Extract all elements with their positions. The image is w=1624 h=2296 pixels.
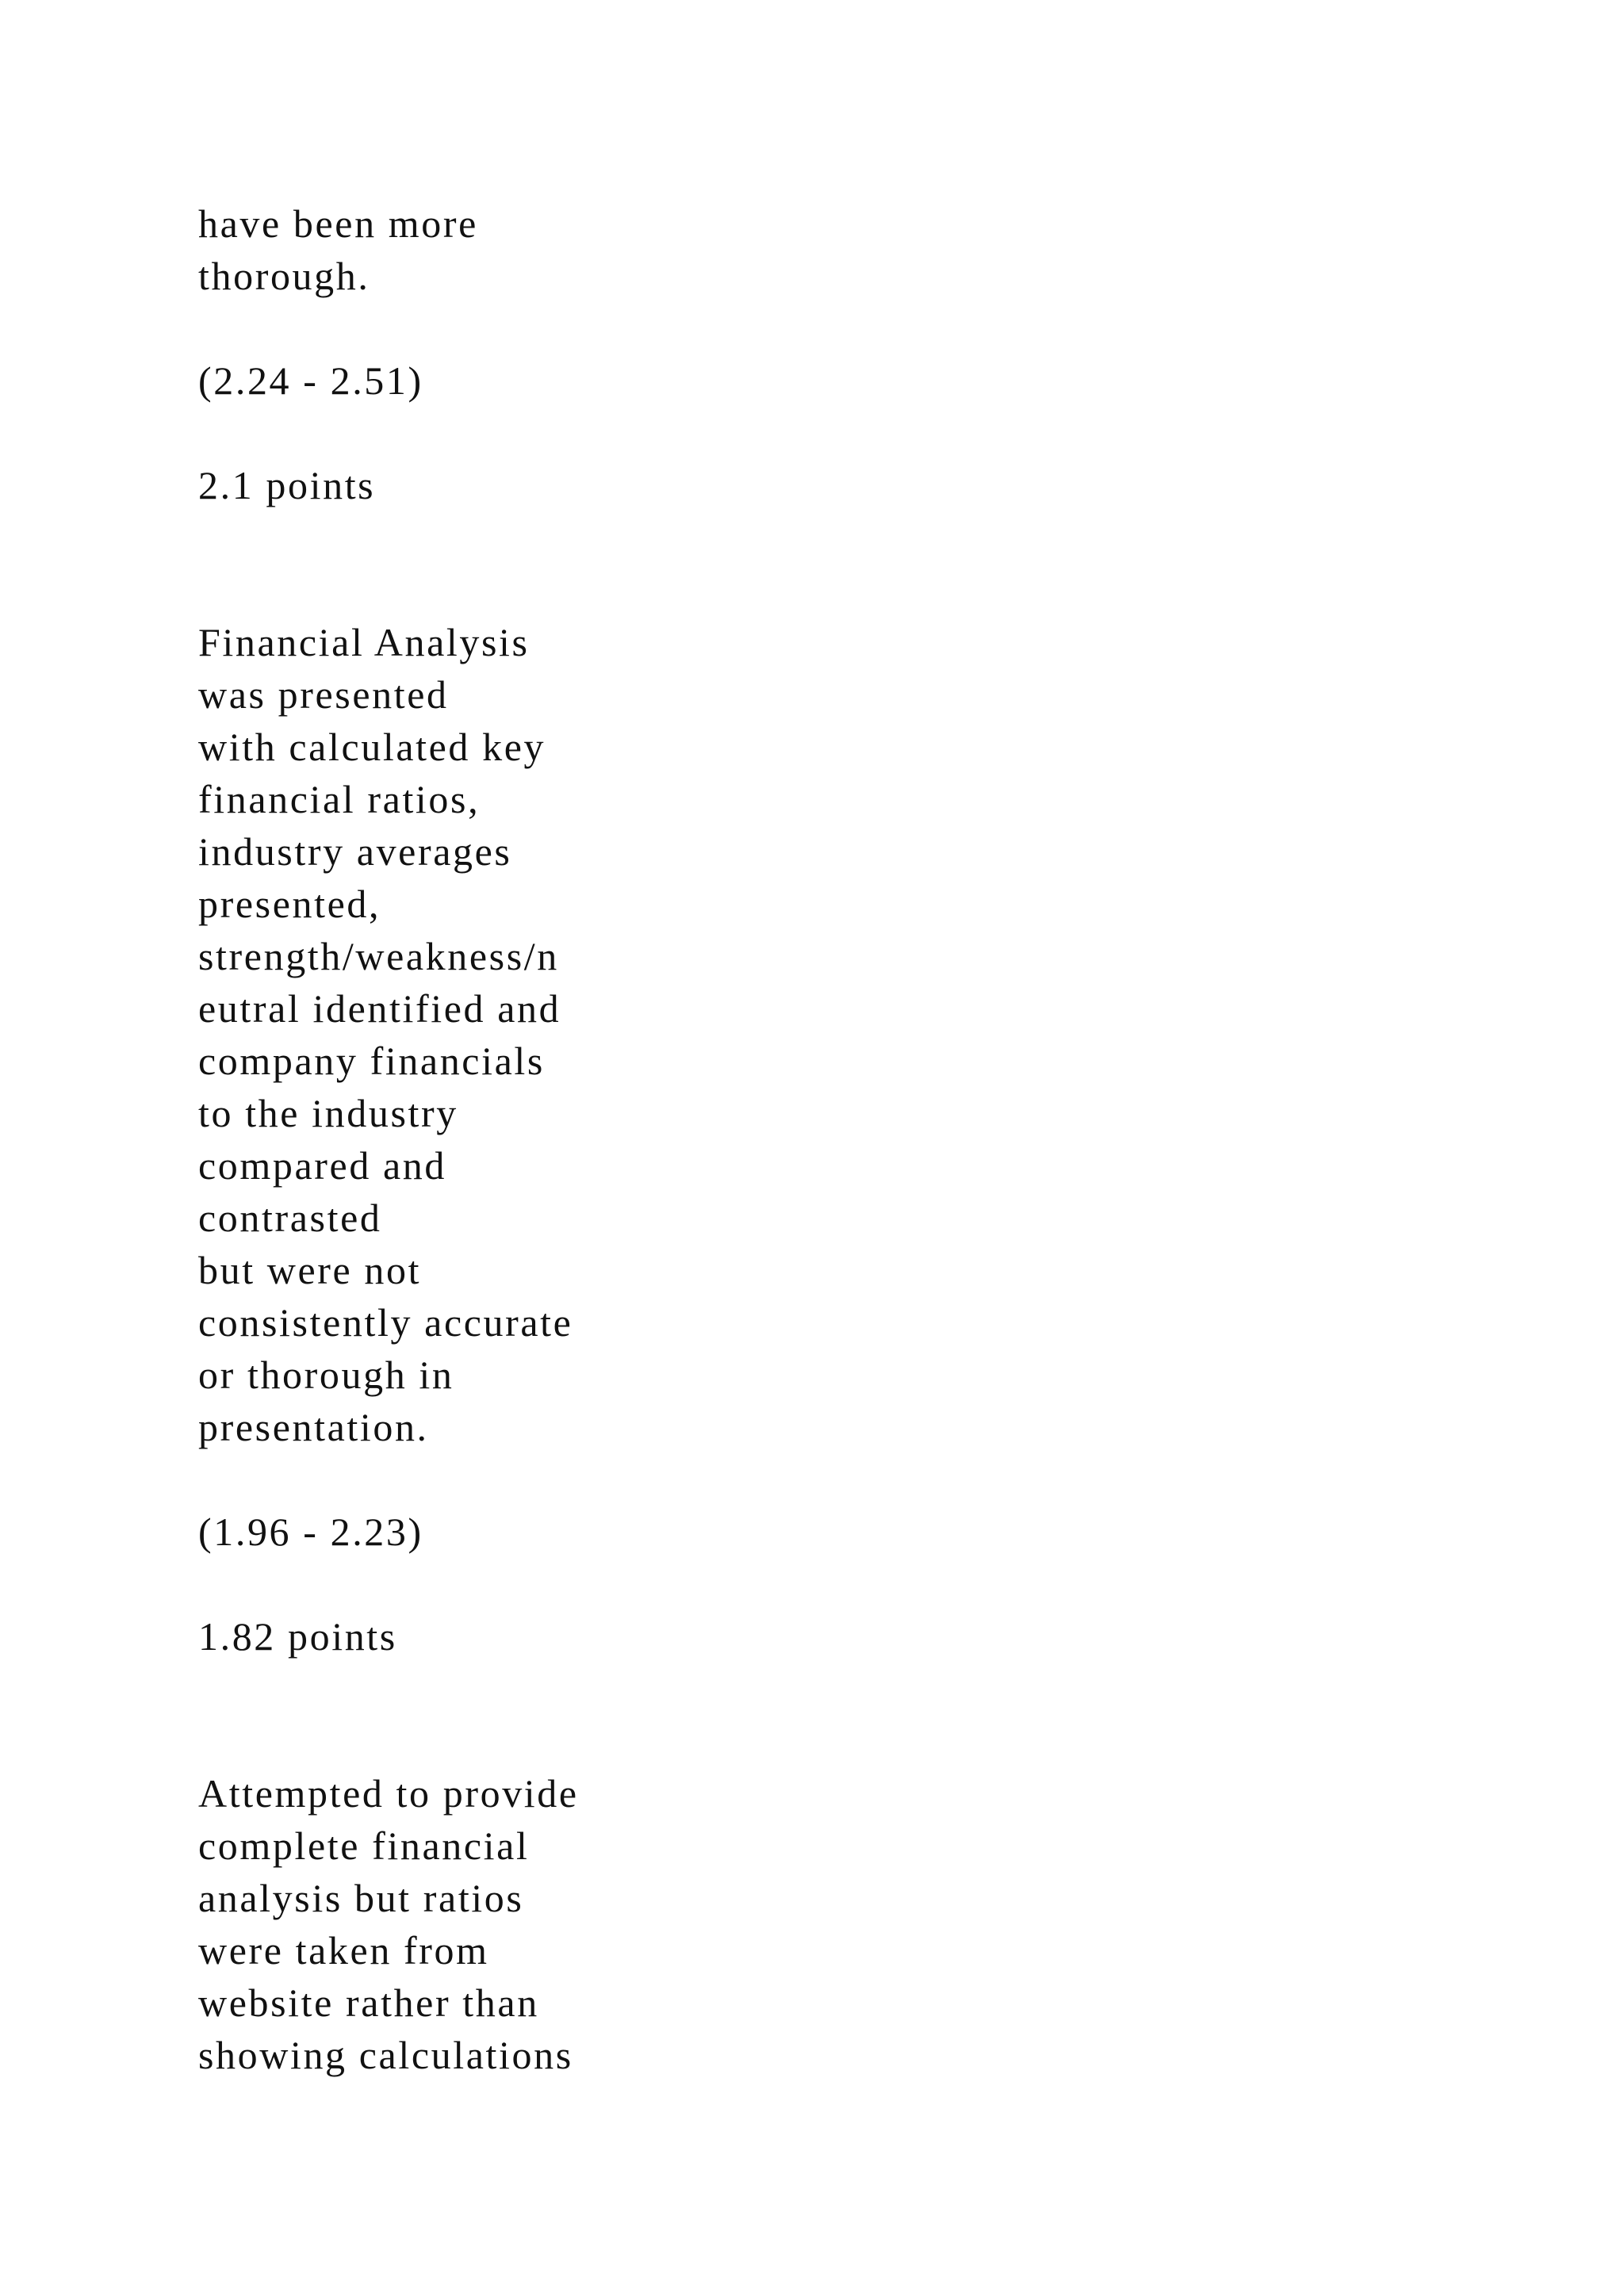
text-line: financial ratios,	[198, 777, 481, 821]
text-line: compared and	[198, 1143, 447, 1188]
text-line: contrasted	[198, 1196, 382, 1240]
score-range: (1.96 - 2.23)	[198, 1510, 423, 1554]
text-line: industry averages	[198, 829, 512, 874]
text-line: thorough.	[198, 254, 370, 298]
text-line: with calculated key	[198, 725, 546, 769]
text-line: complete financial	[198, 1823, 530, 1868]
text-line: were taken from	[198, 1928, 489, 1973]
text-line: but were not	[198, 1248, 422, 1292]
text-line: strength/weakness/n	[198, 934, 559, 978]
text-line: eutral identified and	[198, 986, 561, 1031]
text-line: showing calculations	[198, 2033, 573, 2077]
text-line: presented,	[198, 882, 381, 926]
text-line: Attempted to provide	[198, 1771, 579, 1816]
points-value: 2.1 points	[198, 463, 376, 507]
text-line: website rather than	[198, 1980, 539, 2025]
score-range: (2.24 - 2.51)	[198, 358, 423, 403]
text-line: to the industry	[198, 1091, 458, 1135]
text-line: or thorough in	[198, 1353, 454, 1397]
text-line: have been more	[198, 201, 478, 246]
text-line: analysis but ratios	[198, 1876, 524, 1920]
text-line: presentation.	[198, 1405, 429, 1449]
text-line: company financials	[198, 1039, 545, 1083]
text-line: was presented	[198, 672, 449, 717]
text-line: Financial Analysis	[198, 620, 530, 664]
text-line: consistently accurate	[198, 1300, 573, 1345]
points-value: 1.82 points	[198, 1614, 397, 1659]
